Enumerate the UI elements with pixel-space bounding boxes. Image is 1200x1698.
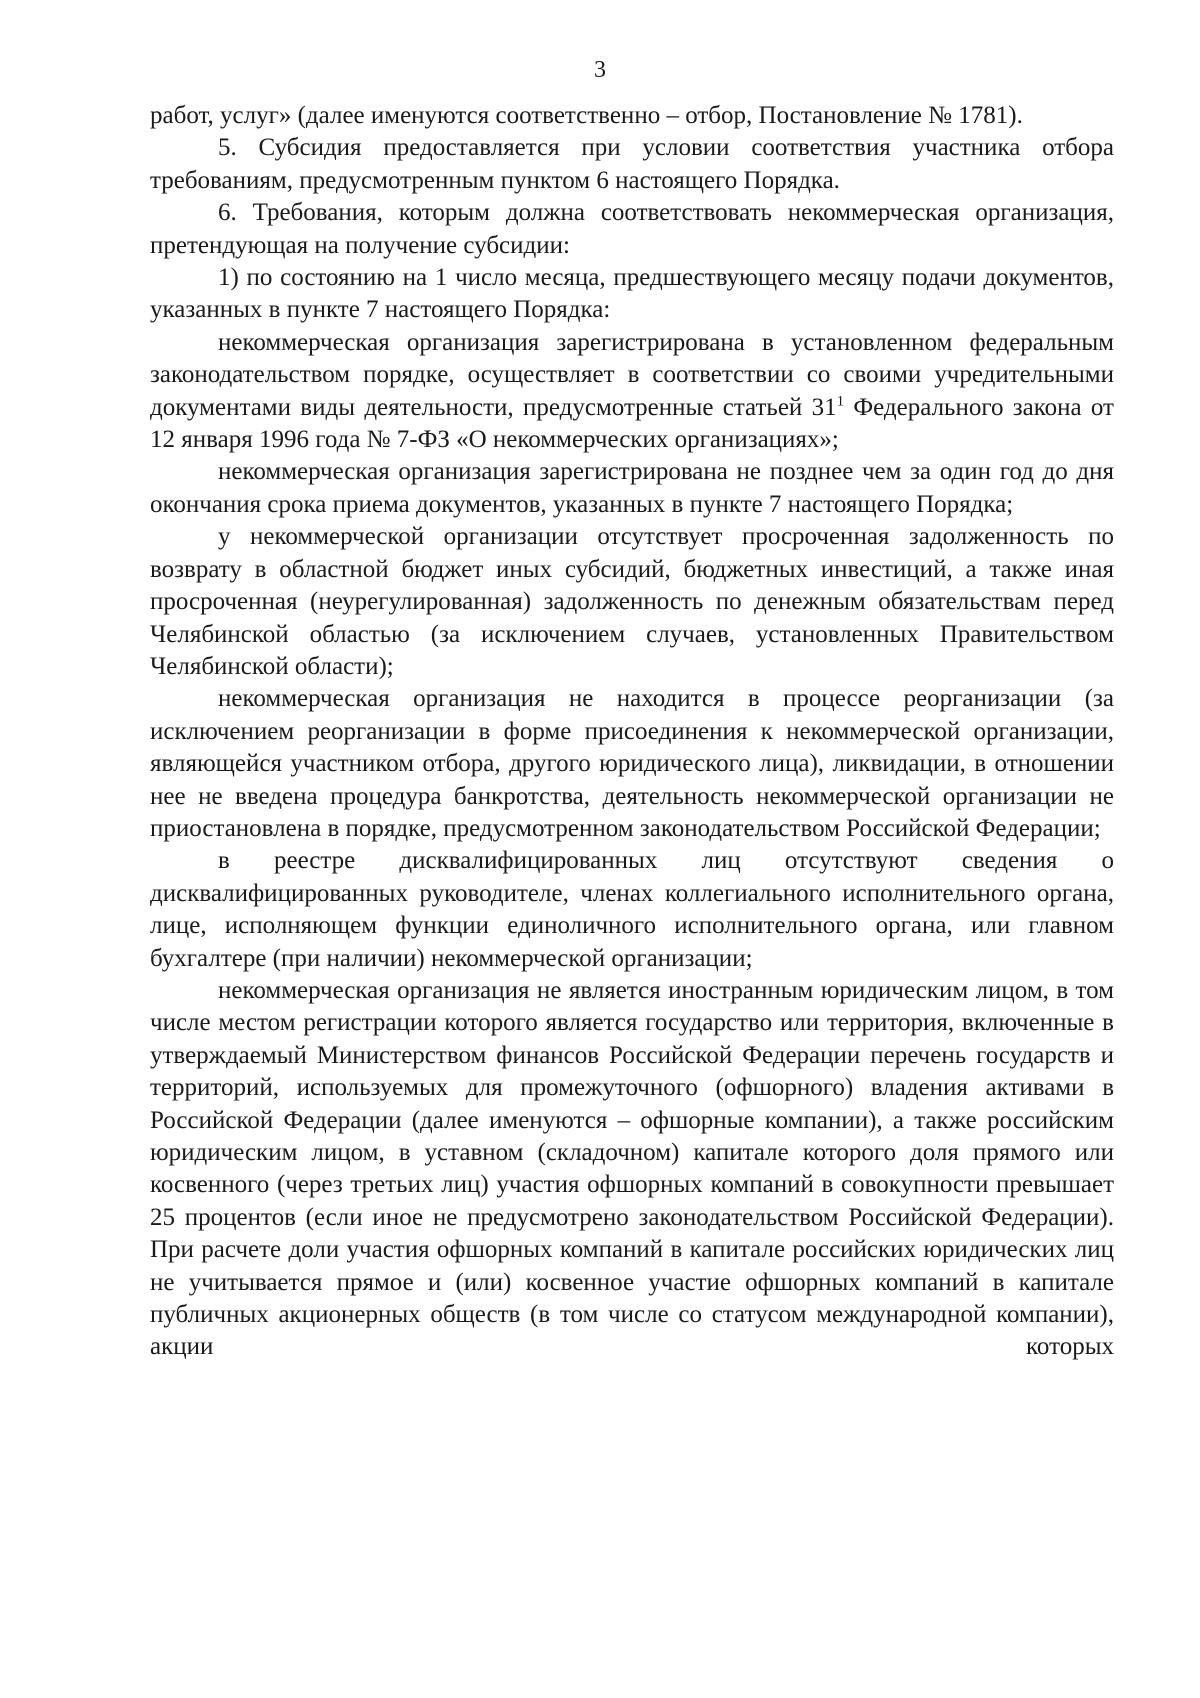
document-body <box>150 100 1114 1364</box>
paragraph-registration <box>150 327 1114 457</box>
paragraph-registration-text-end: Федерального закона от 12 января 1996 года № 7-ФЗ «О некоммерческих организациях»; <box>150 393 1114 454</box>
paragraph-item-5: 5. Субсидия предоставляется при условии соответствия участника отбора требованиям, предусмотренным пунктом 6 настоящего Порядка. <box>150 134 1114 194</box>
paragraph-registration-text: некоммерческая организация зарегистрирована в установленном федеральным законодательством порядке, осуществляет в соответствии со своими учредительными документами виды деятельности, предусмотренные статьей 31 <box>150 328 1114 421</box>
paragraph-continuation: работ, услуг» (далее именуются соответственно – отбор, Постановление № 1781). <box>150 102 1023 129</box>
page-number: 3 <box>594 57 606 83</box>
paragraph-no-reorganization: некоммерческая организация не находится в процессе реорганизации (за исключением реорганизации в форме присоединения к некоммерческой организации, являющейся участником отбора, другого юридического лица), ликвидации, в отношении нее не введена процедура банкротства, деятельность некоммерческой организации не приостановлена в порядке, предусмотренном законодательством Российской Федерации; <box>150 685 1114 842</box>
paragraph-offshore: некоммерческая организация не является иностранным юридическим лицом, в том числе местом регистрации которого является государство или территория, включенные в утверждаемый Министерством финансов Российской Федерации перечень государств и территорий, используемых для промежуточного (офшорного) владения активами в Российской Федерации (далее именуются – офшорные компании), а также российским юридическим лицом, в уставном (складочном) капитале которого доля прямого или косвенного (через третьих лиц) участия офшорных компаний в совокупности превышает 25 процентов (если иное не предусмотрено законодательством Российской Федерации). При расчете доли участия офшорных компаний в капитале российских юридических лиц не учитывается прямое и (или) косвенное участие офшорных компаний в капитале публичных акционерных обществ (в том числе со статусом международной компании), акции которых <box>150 976 1114 1361</box>
article-superscript: 1 <box>836 393 845 410</box>
paragraph-disqualified-registry: в реестре дисквалифицированных лиц отсутствуют сведения о дисквалифицированных руководителе, членах коллегиального исполнительного органа, лице, исполняющем функции единоличного исполнительного органа, или главном бухгалтере (при наличии) некоммерческой организации; <box>150 847 1114 972</box>
paragraph-item-6: 6. Требования, которым должна соответствовать некоммерческая организация, претендующая на получение субсидии: <box>150 199 1114 259</box>
paragraph-no-debt: у некоммерческой организации отсутствует просроченная задолженность по возврату в областной бюджет иных субсидий, бюджетных инвестиций, а также иная просроченная (неурегулированная) задолженность по денежным обязательствам перед Челябинской областью (за исключением случаев, установленных Правительством Челябинской области); <box>150 523 1114 680</box>
paragraph-registration-term: некоммерческая организация зарегистрирована не позднее чем за один год до дня окончания срока приема документов, указанных в пункте 7 настоящего Порядка; <box>150 458 1114 518</box>
paragraph-subitem-1: 1) по состоянию на 1 число месяца, предшествующего месяцу подачи документов, указанных в пункте 7 настоящего Порядка: <box>150 264 1114 324</box>
